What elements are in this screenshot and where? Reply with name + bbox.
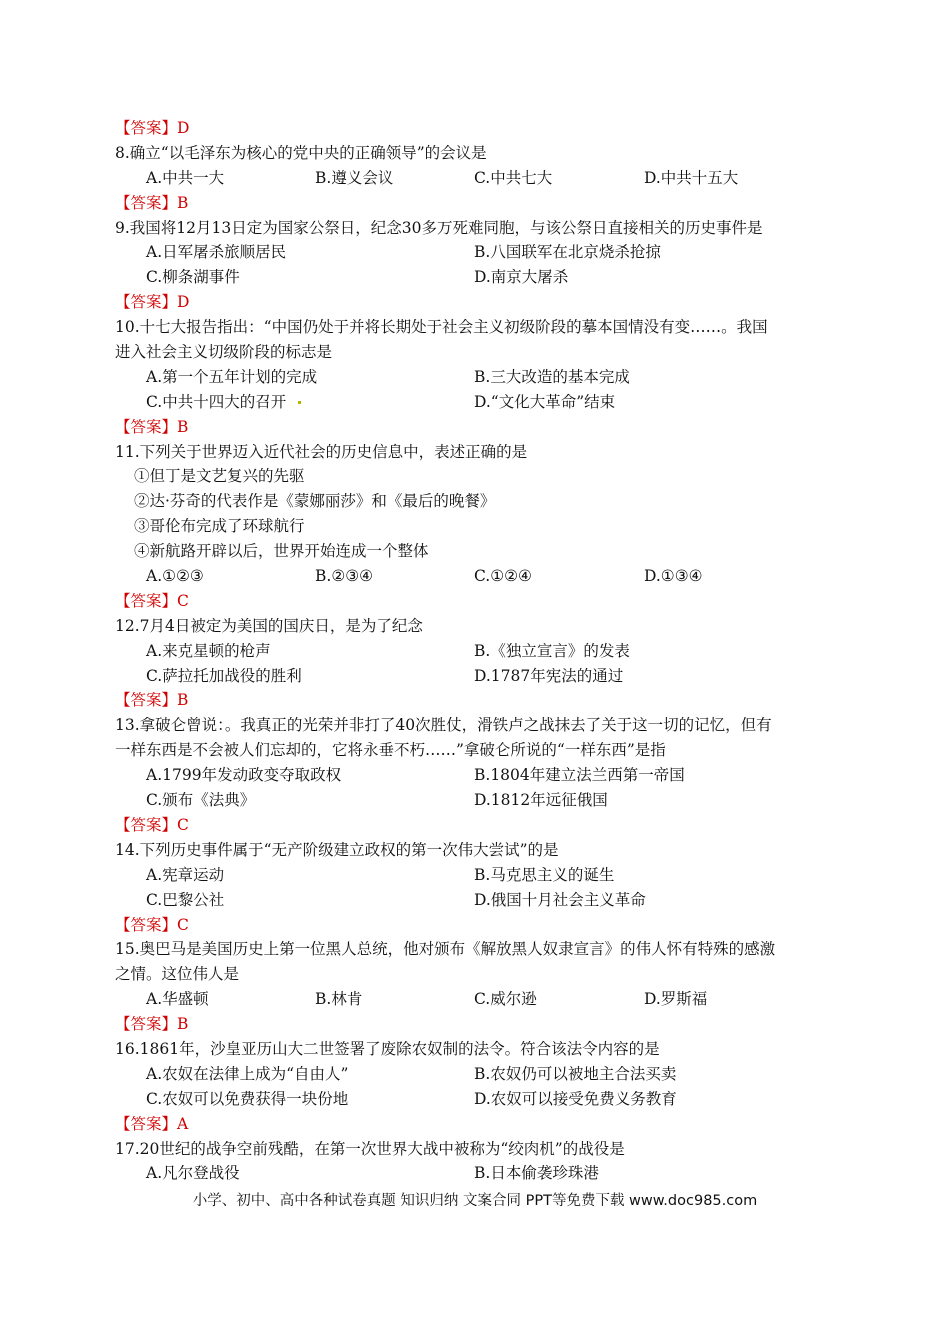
options-row: [115, 1161, 845, 1186]
option-c: C.巴黎公社: [146, 890, 225, 909]
options-row: [115, 788, 845, 813]
answer-value: B: [177, 1015, 189, 1034]
options-row: [115, 564, 845, 589]
options-row: [115, 240, 845, 265]
option-a: A.1799年发动政变夺取政权: [146, 766, 342, 785]
option-d: D.南京大屠杀: [474, 268, 569, 287]
question-stem: 9.我国将12月13日定为国家公祭日，纪念30多万死难同胞，与该公祭日直接相关的历史事件是: [115, 218, 763, 237]
answer-label: 【答案】: [115, 293, 178, 312]
option-b: B.林肯: [315, 990, 363, 1009]
question-stem: 11.下列关于世界迈入近代社会的历史信息中，表述正确的是: [115, 442, 528, 461]
options-row: [115, 1062, 845, 1087]
answer-line: [115, 813, 845, 838]
answer-line: [115, 116, 845, 141]
option-b: B.日本偷袭珍珠港: [474, 1164, 599, 1183]
question-stem: 17.20世纪的战争空前残酷，在第一次世界大战中被称为“绞肉机”的战役是: [115, 1139, 625, 1158]
answer-line: [115, 688, 845, 713]
option-b: B.马克思主义的诞生: [474, 865, 615, 884]
answer-value: B: [177, 691, 189, 710]
options-row: [115, 166, 845, 191]
answer-label: 【答案】: [115, 815, 178, 834]
option-d: D.1812年远征俄国: [474, 791, 608, 810]
option-a: A.①②③: [146, 567, 204, 586]
answer-line: [115, 1112, 845, 1137]
question-stem: 12.7月4日被定为美国的国庆日，是为了纪念: [115, 616, 423, 635]
answer-value: D: [177, 119, 190, 137]
option-c: C.颁布《法典》: [146, 791, 256, 810]
answer-line: [115, 589, 845, 614]
option-c: C.①②④: [474, 567, 532, 586]
question-stem: 之情。这位伟人是: [115, 965, 240, 984]
page-footer: 小学、初中、高中各种试卷真题 知识归纳 文案合同 PPT等免费下载 www.doc985.com: [192, 1193, 758, 1209]
options-row: [115, 639, 845, 664]
stray-mark: [298, 401, 301, 404]
options-row: [115, 664, 845, 689]
option-c: C.萨拉托加战役的胜利: [146, 666, 302, 685]
options-row: [115, 390, 845, 415]
option-a: A.来克星顿的枪声: [146, 641, 271, 660]
option-d: D.①③④: [644, 567, 703, 586]
option-b: B.三大改造的基本完成: [474, 367, 630, 386]
question-stem: 进入社会主义切级阶段的标志是: [115, 343, 333, 362]
option-a: A.华盛顿: [146, 990, 209, 1009]
option-a: A.凡尔登战役: [146, 1164, 240, 1183]
option-b: B.1804年建立法兰西第一帝国: [474, 766, 685, 785]
answer-value: B: [177, 193, 189, 212]
option-a: A.中共一大: [146, 168, 225, 187]
option-d: D.“文化大革命”结束: [474, 392, 616, 411]
answer-line: [115, 1012, 845, 1037]
option-a: A.宪章运动: [146, 865, 225, 884]
answer-label: 【答案】: [115, 915, 178, 934]
option-b: B.②③④: [315, 567, 374, 586]
answer-line: [115, 415, 845, 440]
statement-item: ①但丁是文艺复兴的先驱: [134, 467, 305, 486]
answer-value: C: [177, 915, 189, 934]
answer-value: D: [177, 293, 190, 312]
question-stem: 13.拿破仑曾说：。我真正的光荣并非打了40次胜仗，滑铁卢之战抹去了关于这一切的记忆，但有: [115, 716, 772, 735]
question-stem: 14.下列历史事件属于“无产阶级建立政权的第一次伟大尝试”的是: [115, 840, 559, 859]
answer-label: 【答案】: [115, 1114, 178, 1133]
option-d: D.1787年宪法的通过: [474, 666, 624, 685]
answer-line: [115, 290, 845, 315]
answer-label: 【答案】: [115, 591, 178, 610]
answer-label: 【答案】: [115, 1015, 178, 1034]
answer-label: 【答案】: [115, 193, 178, 212]
option-c: C.农奴可以免费获得一块份地: [146, 1089, 349, 1108]
option-d: D.农奴可以接受免费义务教育: [474, 1089, 677, 1108]
answer-line: [115, 913, 845, 938]
question-stem: 16.1861年，沙皇亚历山大二世签署了废除农奴制的法令。符合该法令内容的是: [115, 1039, 660, 1058]
question-stem: 一样东西是不会被人们忘却的，它将永垂不朽……”拿破仑所说的“一样东西”是指: [115, 741, 666, 760]
answer-value: C: [177, 815, 189, 834]
option-d: D.罗斯福: [644, 990, 708, 1009]
answer-label: 【答案】: [115, 691, 178, 710]
answer-value: A: [177, 1114, 189, 1133]
exam-page: [115, 116, 845, 1186]
question-stem: 8.确立“以毛泽东为核心的党中央的正确领导”的会议是: [115, 143, 487, 162]
option-c: C.中共十四大的召开: [146, 390, 301, 415]
option-c: C.柳条湖事件: [146, 268, 240, 287]
option-b: B.遵义会议: [315, 168, 394, 187]
answer-value: C: [177, 591, 189, 610]
option-b: B.八国联军在北京烧杀抢掠: [474, 243, 661, 262]
option-a: A.第一个五年计划的完成: [146, 367, 318, 386]
option-d: D.中共十五大: [644, 168, 739, 187]
options-row: [115, 987, 845, 1012]
options-row: [115, 265, 845, 290]
option-c: C.威尔逊: [474, 990, 537, 1009]
options-row: [115, 763, 845, 788]
answer-label: 【答案】: [115, 417, 178, 436]
statement-item: ②达·芬奇的代表作是《蒙娜丽莎》和《最后的晚餐》: [134, 492, 496, 511]
answer-value: B: [177, 417, 189, 436]
question-stem: 15.奥巴马是美国历史上第一位黑人总统，他对颁布《解放黑人奴隶宣言》的伟人怀有特殊的感激: [115, 940, 776, 959]
answer-label: 【答案】: [115, 119, 178, 137]
options-row: [115, 365, 845, 390]
answer-line: [115, 191, 845, 216]
option-b: B.农奴仍可以被地主合法买卖: [474, 1064, 677, 1083]
statement-item: ④新航路开辟以后，世界开始连成一个整体: [134, 542, 429, 561]
statement-item: ③哥伦布完成了环球航行: [134, 517, 305, 536]
options-row: [115, 1087, 845, 1112]
option-c: C.中共七大: [474, 168, 553, 187]
option-a: A.农奴在法律上成为“自由人”: [146, 1064, 349, 1083]
options-row: [115, 888, 845, 913]
option-b: B.《独立宣言》的发表: [474, 641, 630, 660]
option-d: D.俄国十月社会主义革命: [474, 890, 646, 909]
option-a: A.日军屠杀旅顺居民: [146, 243, 287, 262]
options-row: [115, 863, 845, 888]
question-stem: 10.十七大报告指出：“中国仍处于并将长期处于社会主义初级阶段的摹本国情没有变……。我国: [115, 318, 768, 337]
